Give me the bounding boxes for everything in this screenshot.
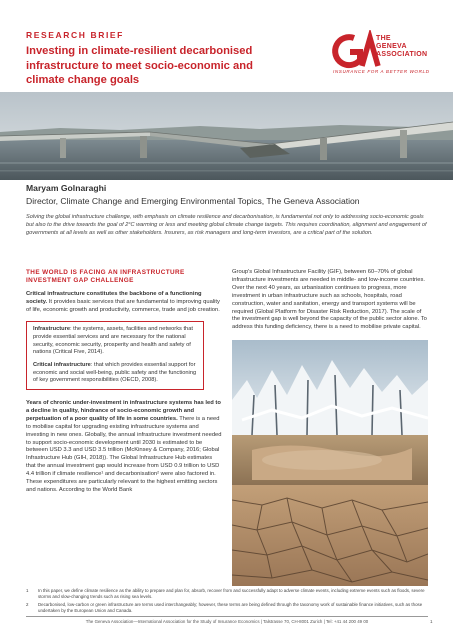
- footer-address: The Geneva Association—International Association for the Study of Insurance Economics | Talstrasse 70, CH-8001 Zurich | Tel: +41 44 200 49 00: [85, 619, 369, 624]
- document-type-label: RESEARCH BRIEF: [26, 30, 124, 40]
- definition-critical-infrastructure: Critical infrastructure: that which provides essential support for economic and social well-being, public safety and the functioning of key government responsibilities (OECD, 2008).: [33, 361, 197, 384]
- abstract: Solving the global infrastructure challenge, with emphasis on climate resilience and decarbonisation, is fundamental not only to addressing socio-economic goals but also to the drive towards the goal of 2°C warming or less and meeting global climate change targets. This requires coordination, alignment and engagement of governments at all levels as well as other stakeholders. Insurers, as risk managers and long-term investors, are a critical part of the solution.: [26, 214, 427, 237]
- right-column: [232, 269, 428, 338]
- author-name: Maryam Golnaraghi: [26, 183, 107, 193]
- section-heading: THE WORLD IS FACING AN INFRASTRUCTURE INVESTMENT GAP CHALLENGE: [26, 269, 185, 285]
- footnote-1: 1 In this paper, we define climate resilience as the ability to prepare and plan for, absorb, recover from and successfully adapt to adverse climate events, including extreme events such as floods, severe storms and slow-changing trends such as rising sea levels.: [26, 588, 425, 599]
- footnote-2: 2 Decarbonised, low-carbon or green infrastructure are terms used interchangeably; however, these terms are being defined through the taxonomy work of sustainable finance initiatives, such as those undertaken by the European Union and Canada.: [26, 602, 423, 613]
- investment-paragraph: [26, 400, 222, 495]
- intro-paragraph-bold: Critical infrastructure constitutes the backbone of a functioning society.: [26, 291, 202, 306]
- page-header: [0, 0, 453, 92]
- logo-wordmark: THE GENEVA ASSOCIATION: [376, 35, 428, 58]
- footnotes: [26, 588, 428, 616]
- intro-paragraph: [26, 291, 222, 315]
- author-role: Director, Climate Change and Emerging Environmental Topics, The Geneva Association: [26, 196, 360, 206]
- left-column: [26, 269, 222, 501]
- page-title: Investing in climate-resilient decarbonised infrastructure to meet socio-economic and climate change goals: [26, 45, 253, 86]
- footer-divider: [26, 616, 428, 617]
- investment-paragraph-bold: Years of chronic under-investment in infrastructure systems has led to a decline in quality, hindrance of socio-economic growth and perpetuation of a poor quality of life in some countries.: [26, 400, 221, 422]
- investment-paragraph-text: There is a need to mobilise capital for upgrading existing infrastructure systems and investing in new ones. Globally, the annual infrastructure investment needed to support socio-economic development until 2030 is estimated to be between USD 3.3 and USD 3.5 trillion (McKinsey & Company, 2016; Global Infrastructure Hub (GIH, 2018)). The Global Infrastructure Hub estimates that the annual investment gap would increase from USD 0.9 trillion to USD 4.4 trillion if climate resilience¹ and decarbonisation² were also factored in. These expenditures are particularly relevant to the highest emitting sectors and nations. According to the World Bank: [26, 415, 222, 494]
- intro-paragraph-text: It provides basic services that are fundamental to improving quality of life, economic growth and productivity, commerce, trade and job creation.: [26, 299, 220, 314]
- hero-image-collapsed-bridge: [0, 92, 453, 180]
- page-number: 1: [430, 619, 433, 624]
- climate-impacts-photo: [232, 340, 428, 586]
- logo-tagline: INSURANCE FOR A BETTER WORLD: [333, 69, 430, 74]
- gif-paragraph: Group's Global Infrastructure Facility (GIF), between 60–70% of global infrastructure investments are needed in middle- and low-income countries. Over the next 40 years, as urbanisation continues to progress, more investment in urban infrastructure such as schools, hospitals, road construction, water and sanitation, energy and transport systems will be required (Global Platform for Disaster Risk Reduction, 2017). The scale of the investment gap is well beyond the capacity of the public sector alone. To address this funding deficiency, there is a need to mobilise private capital.: [232, 269, 427, 331]
- definition-box: [26, 321, 204, 390]
- definition-infrastructure: Infrastructure: the systems, assets, facilities and networks that provide essential services and are necessary for the national security, economic security, prosperity and health and safety of nations (Critical Five, 2014).: [33, 326, 193, 356]
